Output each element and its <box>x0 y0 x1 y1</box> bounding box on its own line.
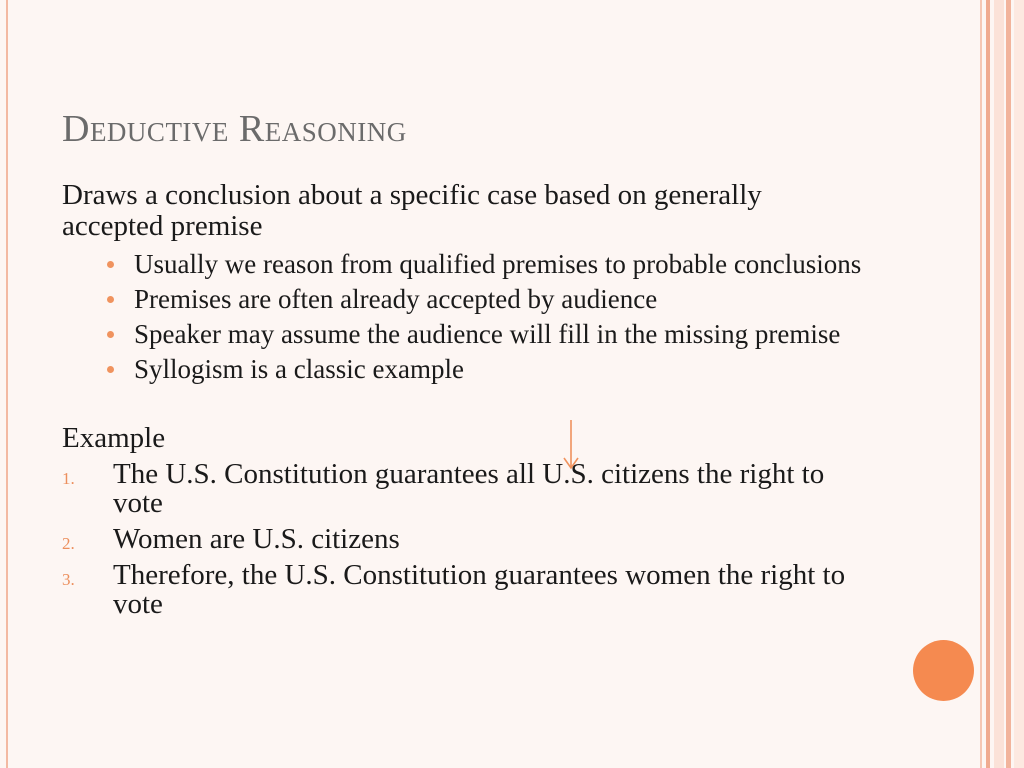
example-item <box>62 561 862 619</box>
bullet-text: Syllogism is a classic example <box>134 354 464 384</box>
stripe <box>1006 0 1011 768</box>
bullet-item <box>62 250 862 278</box>
bullet-dot-icon <box>107 261 114 268</box>
example-text: The U.S. Constitution guarantees all U.S. citizens the right to vote <box>113 458 825 519</box>
example-item <box>62 460 862 518</box>
right-decorative-stripes <box>980 0 1024 768</box>
bullet-item <box>62 355 862 383</box>
slide-content <box>62 180 862 626</box>
example-heading: Example <box>62 422 166 454</box>
bullet-item <box>62 285 862 313</box>
bullet-dot-icon <box>107 296 114 303</box>
stripe <box>1014 0 1024 768</box>
bullet-text: Usually we reason from qualified premises to probable conclusions <box>134 249 862 279</box>
decorative-circle <box>913 640 974 701</box>
list-number: 1. <box>62 469 75 488</box>
list-number: 3. <box>62 570 75 589</box>
example-item <box>62 525 862 554</box>
slide-title: Deductive Reasoning <box>62 108 407 150</box>
list-number: 2. <box>62 534 75 553</box>
bullet-dot-icon <box>107 366 114 373</box>
left-border-line <box>6 0 8 768</box>
bullet-text: Speaker may assume the audience will fill in the missing premise <box>134 319 841 349</box>
example-list <box>62 460 862 619</box>
bullet-text: Premises are often already accepted by audience <box>134 284 658 314</box>
down-arrow-icon <box>556 418 586 472</box>
bullet-dot-icon <box>107 331 114 338</box>
intro-text: Draws a conclusion about a specific case based on generally accepted premise <box>62 179 762 242</box>
stripe <box>986 0 990 768</box>
bullet-item <box>62 320 862 348</box>
example-text: Therefore, the U.S. Constitution guarantees women the right to vote <box>113 559 846 620</box>
stripe <box>994 0 1004 768</box>
example-text: Women are U.S. citizens <box>113 523 400 555</box>
stripe <box>980 0 982 768</box>
bullet-list <box>62 250 862 383</box>
